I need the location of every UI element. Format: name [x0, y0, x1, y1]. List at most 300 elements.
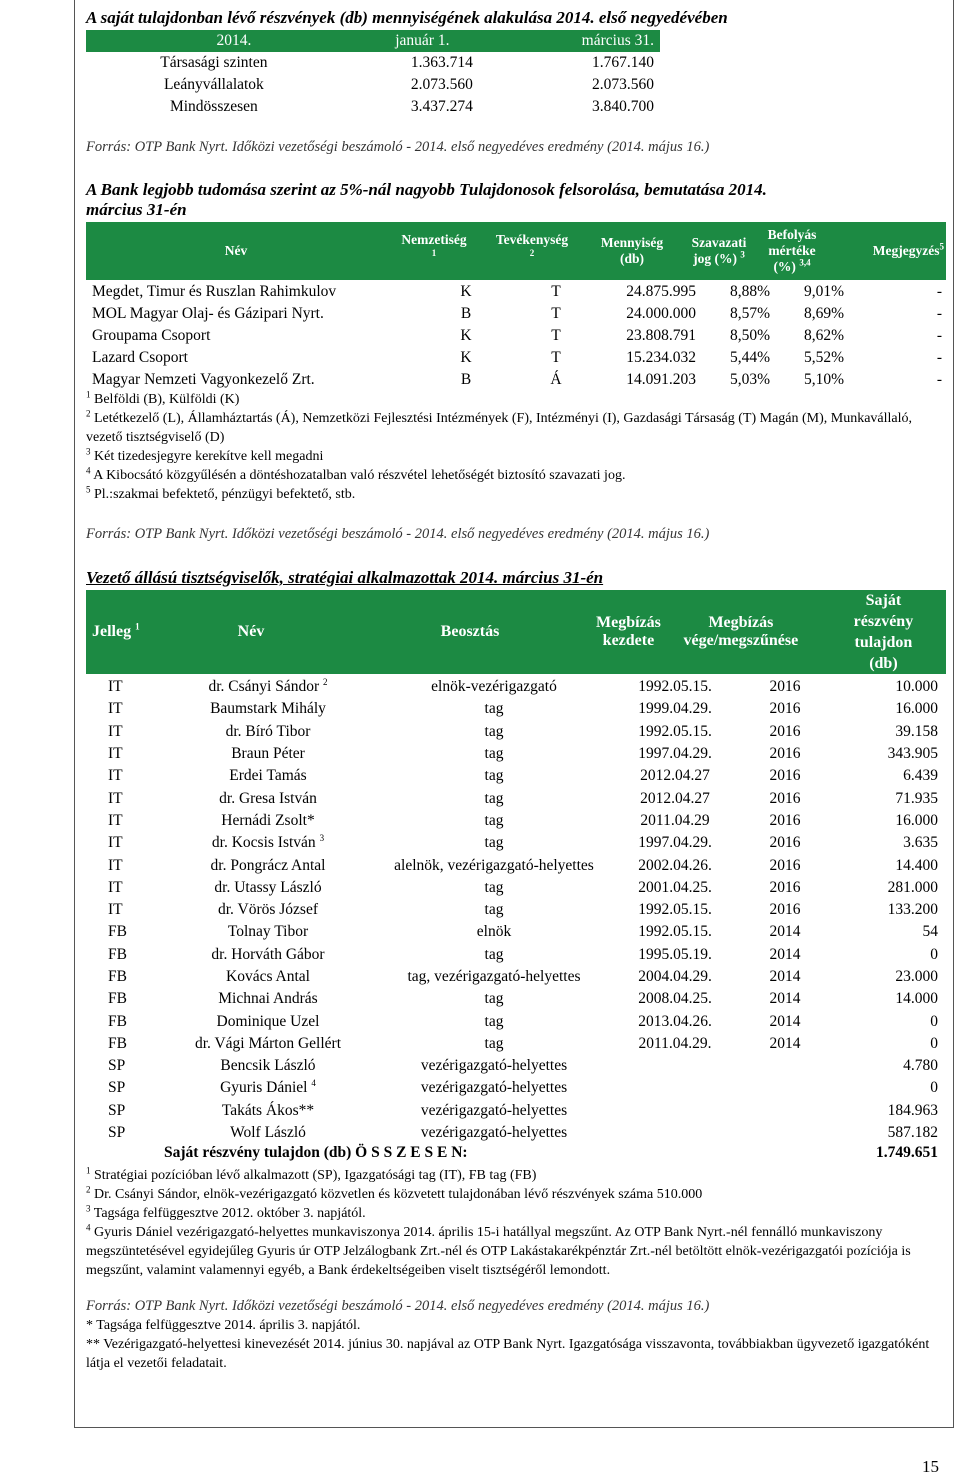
activity-sup: 2: [529, 248, 535, 258]
owner-voting: 5,44%: [729, 349, 770, 366]
officer-end-text: 2014: [769, 968, 801, 985]
officer-start: [620, 765, 730, 787]
officer-end-text: 2016: [769, 834, 801, 852]
officer-type-text: IT: [108, 856, 123, 874]
officer-position-text: tag: [484, 789, 504, 807]
owner-influence: 8,62%: [803, 327, 844, 344]
owner-activity: T: [551, 327, 561, 344]
table-row: [86, 877, 942, 899]
owner-nationality: K: [460, 283, 472, 300]
officer-name: [168, 944, 368, 966]
officer-start: [620, 787, 730, 809]
officer-position: [368, 810, 620, 832]
officer-shares: [840, 787, 942, 809]
influence-label-3: (%): [773, 259, 796, 274]
start-label-2: kezdete: [602, 632, 655, 649]
end-label-2: vége/megszűnése: [683, 632, 799, 649]
officer-end: [730, 899, 840, 921]
officer-shares: [840, 877, 942, 899]
officer-position: [368, 921, 620, 943]
table-row: [86, 1033, 942, 1055]
footnote: [86, 409, 950, 447]
officer-position-text: tag: [484, 700, 504, 718]
officer-name-text: Gyuris Dániel: [220, 1079, 308, 1097]
owner-voting: 8,50%: [729, 327, 770, 344]
officer-shares: [840, 988, 942, 1010]
row-label: Mindösszesen: [169, 98, 258, 115]
owner-voting: 8,57%: [729, 305, 770, 322]
officer-shares-text: 16.000: [895, 811, 938, 829]
owner-name: Groupama Csoport: [92, 327, 211, 344]
officer-type: [86, 1033, 168, 1055]
officer-shares-text: 14.400: [895, 856, 938, 874]
officer-name-text: Dominique Uzel: [216, 1012, 320, 1030]
officer-type: [86, 899, 168, 921]
owner-influence: 5,52%: [803, 349, 844, 366]
section2-title: [86, 180, 956, 220]
officer-end: [730, 810, 840, 832]
officer-position: [368, 944, 620, 966]
table-row: [86, 74, 660, 96]
officer-type-text: IT: [108, 834, 123, 852]
officer-shares-text: 0: [930, 1079, 938, 1097]
nationality-label: Nemzetiség: [401, 232, 467, 247]
officer-name-text: Wolf László: [230, 1124, 306, 1142]
officer-shares: [840, 721, 942, 743]
officer-type: [86, 1055, 168, 1077]
officer-end: [730, 1033, 840, 1055]
owners-header-nationality: [386, 222, 482, 280]
officer-position: [368, 854, 620, 876]
officer-position-text: tag: [484, 1012, 504, 1030]
officer-type: [86, 1010, 168, 1032]
officers-header-position: Beosztás: [440, 623, 500, 640]
influence-sup: 3,4: [799, 257, 811, 268]
officer-name: [168, 877, 368, 899]
officer-position: [368, 1010, 620, 1032]
officer-end-text: 2016: [769, 700, 801, 718]
table-row: [86, 721, 942, 743]
officer-name-text: Erdei Tamás: [229, 767, 307, 785]
influence-label-1: Befolyás: [767, 227, 817, 242]
officer-end: [730, 988, 840, 1010]
footnote-text: Letétkezelő (L), Államháztartás (Á), Nemzetközi Fejlesztési Intézmények (F), Intézményi (I), Gazdasági Társaság (T) Magán (M), Munkavállaló, vezető tisztségviselő (D): [86, 411, 913, 445]
officer-shares: [840, 765, 942, 787]
owner-influence: 8,69%: [803, 305, 844, 322]
officer-end-text: 2016: [769, 789, 801, 807]
officer-type-text: FB: [108, 923, 127, 941]
officer-end: [730, 721, 840, 743]
table-row: [86, 698, 942, 720]
officer-type-text: IT: [108, 722, 123, 740]
officer-shares: [840, 698, 942, 720]
officer-name: [168, 765, 368, 787]
owner-quantity: 24.000.000: [626, 305, 696, 322]
officer-position: [368, 676, 620, 698]
own-shares-header-year: 2014.: [216, 32, 252, 49]
table-row: [86, 921, 942, 943]
officer-position-text: tag: [484, 990, 504, 1008]
officer-type-text: FB: [108, 1034, 127, 1052]
owner-activity: T: [551, 305, 561, 322]
officers-header-name: Név: [237, 623, 265, 640]
quantity-label-1: Mennyiség: [600, 235, 664, 250]
shares-label-1: Saját: [865, 592, 902, 609]
officer-type-text: IT: [108, 878, 123, 896]
officer-name-text: Takáts Ákos**: [221, 1101, 315, 1119]
officer-shares-text: 343.905: [887, 745, 938, 763]
officer-end-text: 2014: [769, 1034, 801, 1052]
own-shares-header-mar: március 31.: [581, 32, 654, 49]
nationality-sup: 1: [431, 248, 437, 258]
officer-shares-text: 16.000: [895, 700, 938, 718]
officer-name: [168, 787, 368, 809]
footnote: [86, 1204, 950, 1223]
table-row: [92, 325, 942, 347]
officer-name-sup: 3: [319, 833, 325, 844]
owner-note: -: [936, 349, 942, 366]
owner-note: -: [936, 305, 942, 322]
footnote-number: 5: [86, 484, 91, 495]
officer-position-text: vezérigazgató-helyettes: [420, 1101, 568, 1119]
section2-title-line1: A Bank legjobb tudomása szerint az 5%-nál nagyobb Tulajdonosok felsorolása, bemutatása 2014.: [86, 180, 767, 199]
officer-start: [620, 721, 730, 743]
officer-position: [368, 1033, 620, 1055]
officer-start: [620, 988, 730, 1010]
officer-shares: [840, 899, 942, 921]
officer-position: [368, 743, 620, 765]
owners-header-note: [828, 222, 946, 280]
table-row: [86, 1122, 942, 1144]
section2-source: Forrás: OTP Bank Nyrt. Időközi vezetőségi beszámoló - 2014. első negyedéves eredmény (2014. május 16.): [86, 526, 710, 542]
table-row: [86, 1100, 942, 1122]
officers-total: [86, 1144, 942, 1166]
officer-shares-text: 6.439: [903, 767, 938, 785]
own-shares-header-row: [86, 30, 660, 52]
officer-position-text: tag: [484, 945, 504, 963]
officer-end: [730, 921, 840, 943]
officer-name: [168, 810, 368, 832]
officer-start-text: 2013.04.26.: [638, 1012, 712, 1030]
officer-type-text: IT: [108, 789, 123, 807]
officer-position: [368, 1077, 620, 1099]
officer-start: [620, 899, 730, 921]
type-label: Jelleg: [92, 623, 132, 640]
officer-start-text: 1992.05.15.: [638, 678, 712, 696]
officer-shares: [840, 854, 942, 876]
officer-end: [730, 832, 840, 854]
note-sup: 5: [939, 241, 944, 252]
officer-start: [620, 921, 730, 943]
officer-end-text: 2016: [769, 745, 801, 763]
officers-header-end: [661, 590, 821, 674]
officer-name: [168, 676, 368, 698]
officer-name: [168, 743, 368, 765]
owner-activity: Á: [550, 371, 562, 388]
officer-end: [730, 1077, 840, 1099]
officer-position-text: vezérigazgató-helyettes: [420, 1079, 568, 1097]
end-label-1: Megbízás: [708, 614, 774, 631]
officer-shares-text: 23.000: [895, 968, 938, 985]
officer-position: [368, 698, 620, 720]
officer-shares-text: 184.963: [887, 1101, 938, 1119]
owner-quantity: 24.875.995: [626, 283, 696, 300]
officer-name-text: dr. Bíró Tibor: [225, 722, 311, 740]
officer-position: [368, 877, 620, 899]
footnote: [86, 1185, 950, 1204]
owner-quantity: 23.808.791: [626, 327, 696, 344]
table-row: [92, 347, 942, 369]
officer-end-text: 2014: [769, 1012, 801, 1030]
officer-shares-text: 10.000: [895, 678, 938, 696]
officer-type: [86, 698, 168, 720]
officer-type-text: SP: [108, 1057, 126, 1075]
owner-note: -: [936, 283, 942, 300]
officer-end: [730, 676, 840, 698]
table-row: [86, 899, 942, 921]
officer-shares: [840, 810, 942, 832]
officer-end-text: 2016: [769, 856, 801, 874]
owner-nationality: B: [460, 371, 472, 388]
owner-voting: 5,03%: [729, 371, 770, 388]
officer-start-text: 1997.04.29.: [638, 834, 712, 852]
officer-end-text: 2016: [769, 722, 801, 740]
officer-name: [168, 1122, 368, 1144]
officer-start: [620, 1100, 730, 1122]
officer-type: [86, 1077, 168, 1099]
owner-name: Magyar Nemzeti Vagyonkezelő Zrt.: [92, 371, 315, 388]
officer-type-text: IT: [108, 745, 123, 763]
officers-notes: [86, 1316, 950, 1373]
officer-shares-text: 0: [930, 1034, 938, 1052]
footnote-number: 2: [86, 408, 91, 419]
officer-type-text: SP: [108, 1124, 126, 1142]
table-row: [86, 1010, 942, 1032]
officer-name: [168, 832, 368, 854]
officer-end-text: 2016: [769, 767, 801, 785]
officer-position-text: tag: [484, 834, 504, 852]
influence-label-2: mértéke: [768, 243, 816, 258]
officer-end: [730, 1055, 840, 1077]
officer-start-text: 1992.05.15.: [638, 901, 712, 919]
officer-start-text: 1995.05.19.: [638, 945, 712, 963]
officer-start-text: 2011.04.29: [640, 811, 710, 829]
footnote: [86, 447, 950, 466]
officer-type: [86, 787, 168, 809]
officer-start-text: 1999.04.29.: [638, 700, 712, 718]
officer-name: [168, 1055, 368, 1077]
officer-name-text: dr. Gresa István: [219, 789, 317, 807]
officer-name: [168, 899, 368, 921]
officer-name-text: Braun Péter: [231, 745, 305, 763]
officer-end: [730, 966, 840, 988]
footnote-text: Pl.:szakmai befektető, pénzügyi befektető, stb.: [94, 487, 356, 502]
footnote-text: Belföldi (B), Külföldi (K): [94, 392, 240, 407]
officer-name-text: dr. Kocsis István: [211, 834, 316, 852]
officer-name: [168, 921, 368, 943]
footnote-text: Két tizedesjegyre kerekítve kell megadni: [94, 449, 324, 464]
officer-end: [730, 1010, 840, 1032]
officer-position: [368, 899, 620, 921]
officer-start-text: 2001.04.25.: [638, 878, 712, 896]
activity-label: Tevékenység: [495, 232, 569, 247]
officer-shares: [840, 743, 942, 765]
officer-start-text: 1992.05.15.: [638, 722, 712, 740]
officer-position: [368, 765, 620, 787]
shares-label-3: tulajdon: [854, 634, 913, 651]
officer-name-text: Kovács Antal: [226, 968, 310, 985]
voting-label-1: Szavazati: [691, 235, 747, 250]
officer-position-text: vezérigazgató-helyettes: [420, 1057, 568, 1075]
footnote-number: 1: [86, 389, 91, 400]
footnote-text: Tagsága felfüggesztve 2012. október 3. napjától.: [93, 1206, 366, 1221]
table-row: [86, 1055, 942, 1077]
officers-footnotes: [86, 1166, 950, 1280]
officer-type: [86, 1100, 168, 1122]
officer-type: [86, 921, 168, 943]
table-row: [86, 52, 660, 74]
officer-end: [730, 877, 840, 899]
owners-header-row: [86, 222, 946, 280]
footnote: [86, 1166, 950, 1185]
table-row: [86, 988, 942, 1010]
officer-type: [86, 832, 168, 854]
officer-end: [730, 1100, 840, 1122]
officer-position-text: tag: [484, 811, 504, 829]
officer-start: [620, 944, 730, 966]
officers-header-type: [86, 590, 158, 674]
owners-header-name: [86, 222, 386, 280]
officer-position: [368, 988, 620, 1010]
officer-end: [730, 743, 840, 765]
owner-influence: 9,01%: [803, 283, 844, 300]
officer-type: [86, 944, 168, 966]
mar-value: 1.767.140: [592, 54, 654, 71]
officer-end: [730, 1122, 840, 1144]
officer-shares: [840, 944, 942, 966]
officer-name-text: Hernádi Zsolt*: [221, 811, 315, 829]
shares-label-4: (db): [869, 655, 898, 672]
officer-position-text: tag: [484, 1034, 504, 1052]
jan-value: 3.437.274: [410, 98, 473, 115]
officer-position: [368, 1122, 620, 1144]
officer-type: [86, 877, 168, 899]
officer-shares-text: 54: [922, 923, 938, 941]
officer-position: [368, 1100, 620, 1122]
officer-name-sup: 2: [323, 676, 328, 687]
officer-name: [168, 1010, 368, 1032]
officer-end: [730, 787, 840, 809]
officer-position-text: tag: [484, 878, 504, 896]
officer-type: [86, 676, 168, 698]
section1-source: Forrás: OTP Bank Nyrt. Időközi vezetőségi beszámoló - 2014. első negyedéves eredmény (2014. május 16.): [86, 139, 710, 155]
officer-name-text: Bencsik László: [220, 1057, 316, 1075]
officer-name-text: Tolnay Tibor: [227, 923, 309, 941]
officer-start: [620, 1033, 730, 1055]
officer-position: [368, 1055, 620, 1077]
jan-value: 2.073.560: [410, 76, 473, 93]
section2-title-line2: március 31-én: [86, 200, 187, 219]
officer-shares: [840, 966, 942, 988]
officer-start: [620, 966, 730, 988]
officer-shares-text: 0: [930, 945, 938, 963]
officer-position-text: alelnök, vezérigazgató-helyettes: [394, 856, 594, 874]
footnote-text: Gyuris Dániel vezérigazgató-helyettes munkaviszonya 2014. április 15-i hatállyal megszűnt. Az OTP Bank Nyrt.-nél fennálló munkaviszony megszüntetésével egyidejűleg Gyuris úr OTP Jelzálogbank Zrt.-nél és OTP Lakástakarékpénztár Zrt.-nél betöltött elnök-vezérigazgatói pozíciója is megszűnt, valamint valamennyi egyéb, a Bank érdekeltségeiben viselt tisztségéről lemondott.: [86, 1225, 911, 1278]
owners-header-quantity: [582, 222, 682, 280]
officer-start-text: 1992.05.15.: [638, 923, 712, 941]
owners-footnotes: [86, 390, 950, 504]
officer-type: [86, 854, 168, 876]
officer-shares-text: 587.182: [887, 1124, 938, 1142]
officer-shares: [840, 676, 942, 698]
officer-type-text: SP: [108, 1079, 126, 1097]
footnote: [86, 1223, 950, 1280]
owner-activity: T: [551, 349, 561, 366]
officer-shares-text: 281.000: [887, 878, 938, 896]
officer-type-text: FB: [108, 945, 127, 963]
officer-start-text: 2002.04.26.: [638, 856, 712, 874]
table-row: [86, 854, 942, 876]
owners-header-influence: [756, 222, 828, 280]
officer-shares: [840, 1010, 942, 1032]
start-label-1: Megbízás: [596, 614, 661, 631]
officer-position: [368, 787, 620, 809]
note-label: Megjegyzés: [872, 243, 940, 258]
officer-end: [730, 698, 840, 720]
table-row: [86, 96, 660, 118]
officer-name: [168, 1077, 368, 1099]
officer-position-text: elnök: [476, 923, 512, 941]
owner-name: Lazard Csoport: [92, 349, 188, 366]
owner-voting: 8,88%: [729, 283, 770, 300]
officer-start: [620, 832, 730, 854]
officer-type-text: IT: [108, 901, 123, 919]
officer-type: [86, 988, 168, 1010]
officer-position-text: tag: [484, 722, 504, 740]
jan-value: 1.363.714: [410, 54, 473, 71]
officer-shares-text: 39.158: [895, 722, 938, 740]
officer-start: [620, 1122, 730, 1144]
owner-nationality: K: [460, 349, 472, 366]
owner-quantity: 15.234.032: [626, 349, 696, 366]
owners-header-activity: [482, 222, 582, 280]
owner-name: Megdet, Timur és Ruszlan Rahimkulov: [92, 283, 337, 300]
mar-value: 3.840.700: [592, 98, 654, 115]
officers-header-shares: [821, 590, 946, 674]
officer-start-text: 2011.04.29.: [638, 1034, 712, 1052]
officer-shares: [840, 832, 942, 854]
officer-name-text: Baumstark Mihály: [210, 700, 326, 718]
officer-start: [620, 1077, 730, 1099]
officer-name: [168, 698, 368, 720]
officer-name-text: dr. Vörös József: [217, 901, 319, 919]
owner-activity: T: [551, 283, 561, 300]
table-row: [86, 944, 942, 966]
officer-end-text: 2016: [769, 878, 801, 896]
officer-type-text: IT: [108, 700, 123, 718]
owner-nationality: K: [460, 327, 472, 344]
type-sup: 1: [135, 621, 140, 632]
officer-shares-text: 14.000: [895, 990, 938, 1008]
footnote-text: A Kibocsátó közgyűlésén a döntéshozatalban való részvétel lehetőségét biztosító szavazati jog.: [93, 468, 626, 483]
officer-type: [86, 743, 168, 765]
officer-position-text: tag: [484, 901, 504, 919]
officers-header-start: [596, 590, 661, 674]
owner-influence: 5,10%: [803, 371, 844, 388]
officer-name-text: dr. Utassy László: [214, 878, 322, 896]
own-shares-table: [86, 30, 660, 118]
table-row: [92, 281, 942, 303]
